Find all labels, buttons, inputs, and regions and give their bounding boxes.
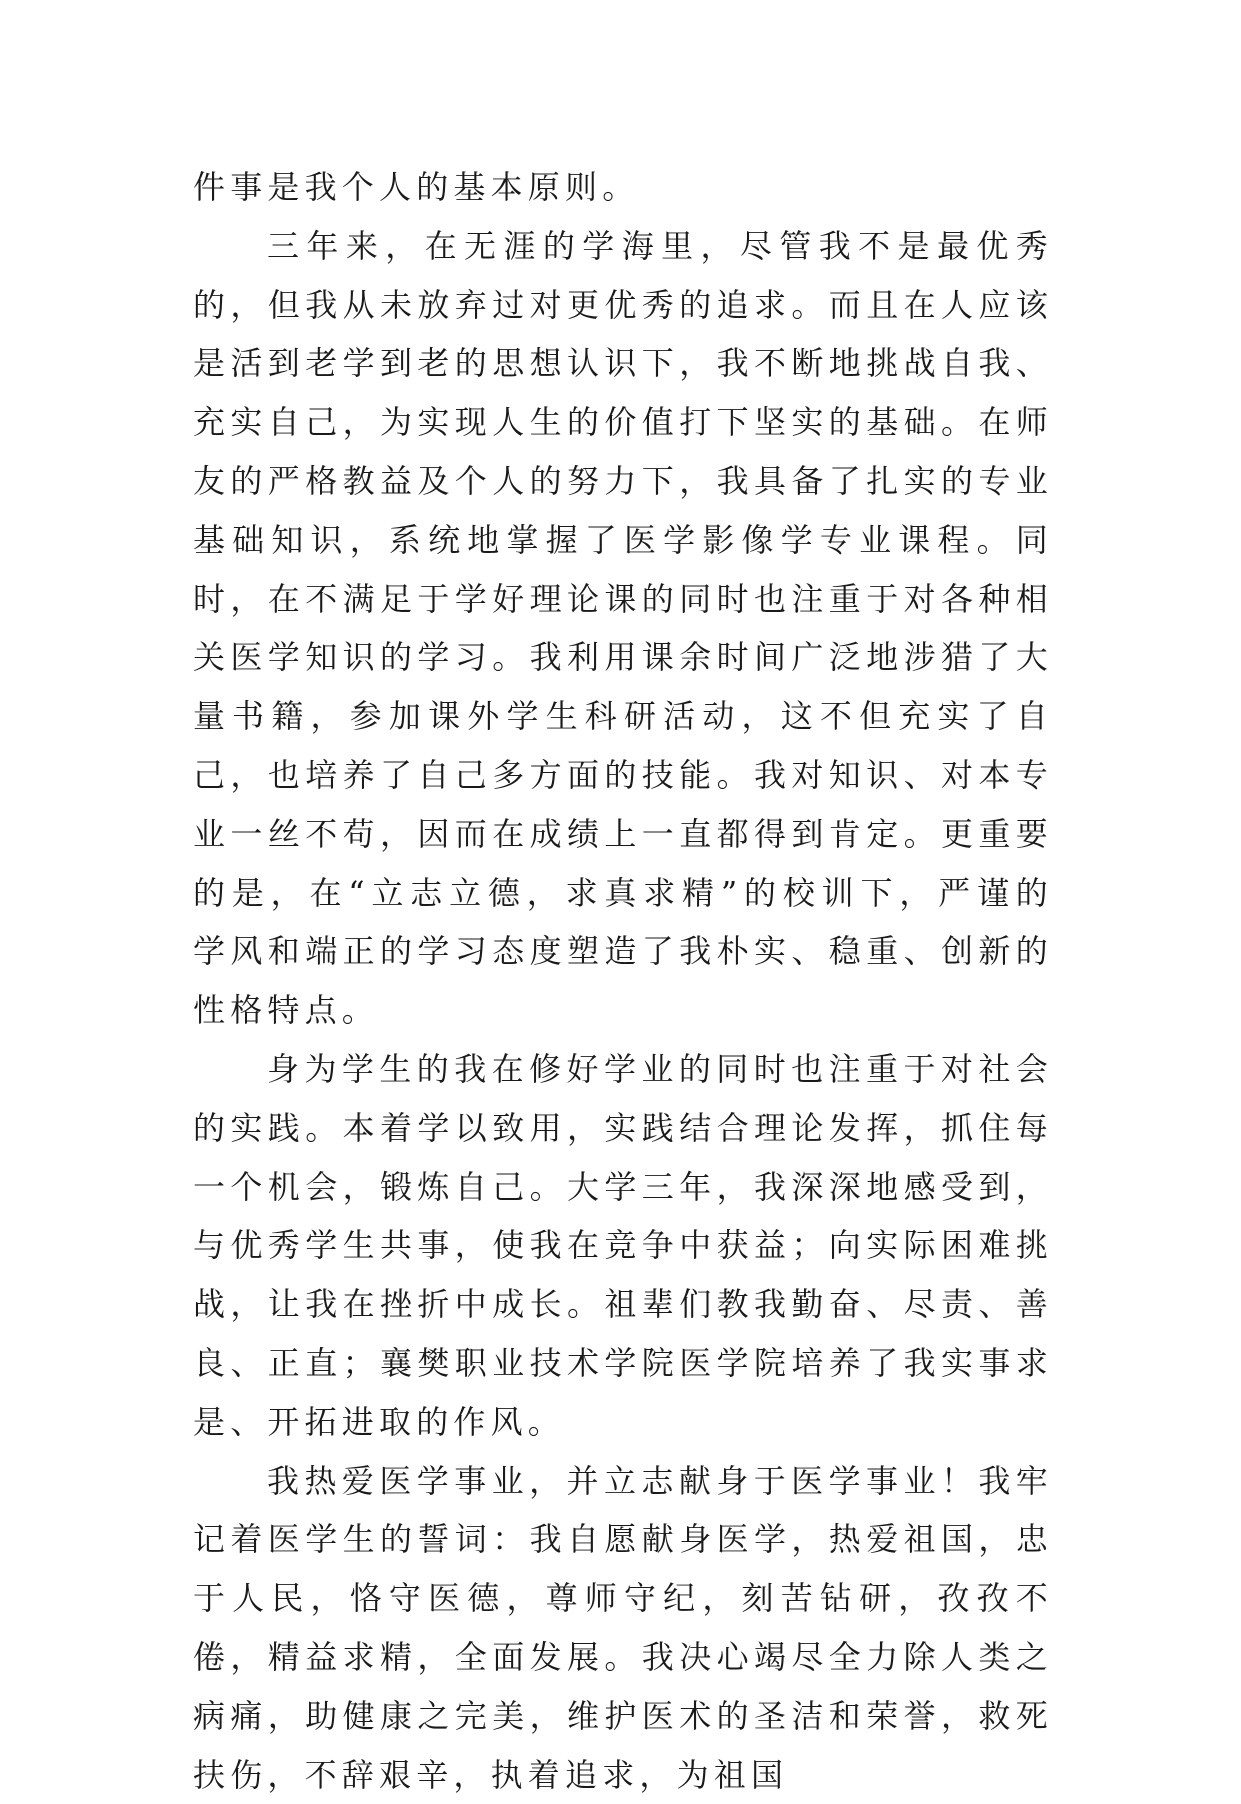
paragraph-4: 我热爱医学事业，并立志献身于医学事业！我牢记着医学生的誓词：我自愿献身医学，热爱祖国，忠于人民，恪守医德，尊师守纪，刻苦钻研，孜孜不倦，精益求精，全面发展。我决心竭尽全力除人类之病痛，助健康之完美，维护医术的圣洁和荣誉，救死扶伤，不辞艰辛，执着追求，为祖国 [193, 1461, 1053, 1794]
paragraph-1: 件事是我个人的基本原则。 [193, 168, 640, 206]
paragraph-3: 身为学生的我在修好学业的同时也注重于对社会的实践。本着学以致用，实践结合理论发挥，抓住每一个机会，锻炼自己。大学三年，我深深地感受到，与优秀学生共事，使我在竞争中获益；向实际困难挑战，让我在挫折中成长。祖辈们教我勤奋、尽责、善良、正直；襄樊职业技术学院医学院培养了我实事求是、开拓进取的作风。 [193, 1049, 1053, 1441]
body-text [193, 158, 1053, 1804]
paragraph-2: 三年来，在无涯的学海里，尽管我不是最优秀的，但我从未放弃过对更优秀的追求。而且在人应该是活到老学到老的思想认识下，我不断地挑战自我、充实自己，为实现人生的价值打下坚实的基础。在师友的严格教益及个人的努力下，我具备了扎实的专业基础知识，系统地掌握了医学影像学专业课程。同时，在不满足于学好理论课的同时也注重于对各种相关医学知识的学习。我利用课余时间广泛地涉猎了大量书籍，参加课外学生科研活动，这不但充实了自己，也培养了自己多方面的技能。我对知识、对本专业一丝不苟，因而在成绩上一直都得到肯定。更重要的是，在“立志立德，求真求精”的校训下，严谨的学风和端正的学习态度塑造了我朴实、稳重、创新的性格特点。 [193, 226, 1053, 1030]
